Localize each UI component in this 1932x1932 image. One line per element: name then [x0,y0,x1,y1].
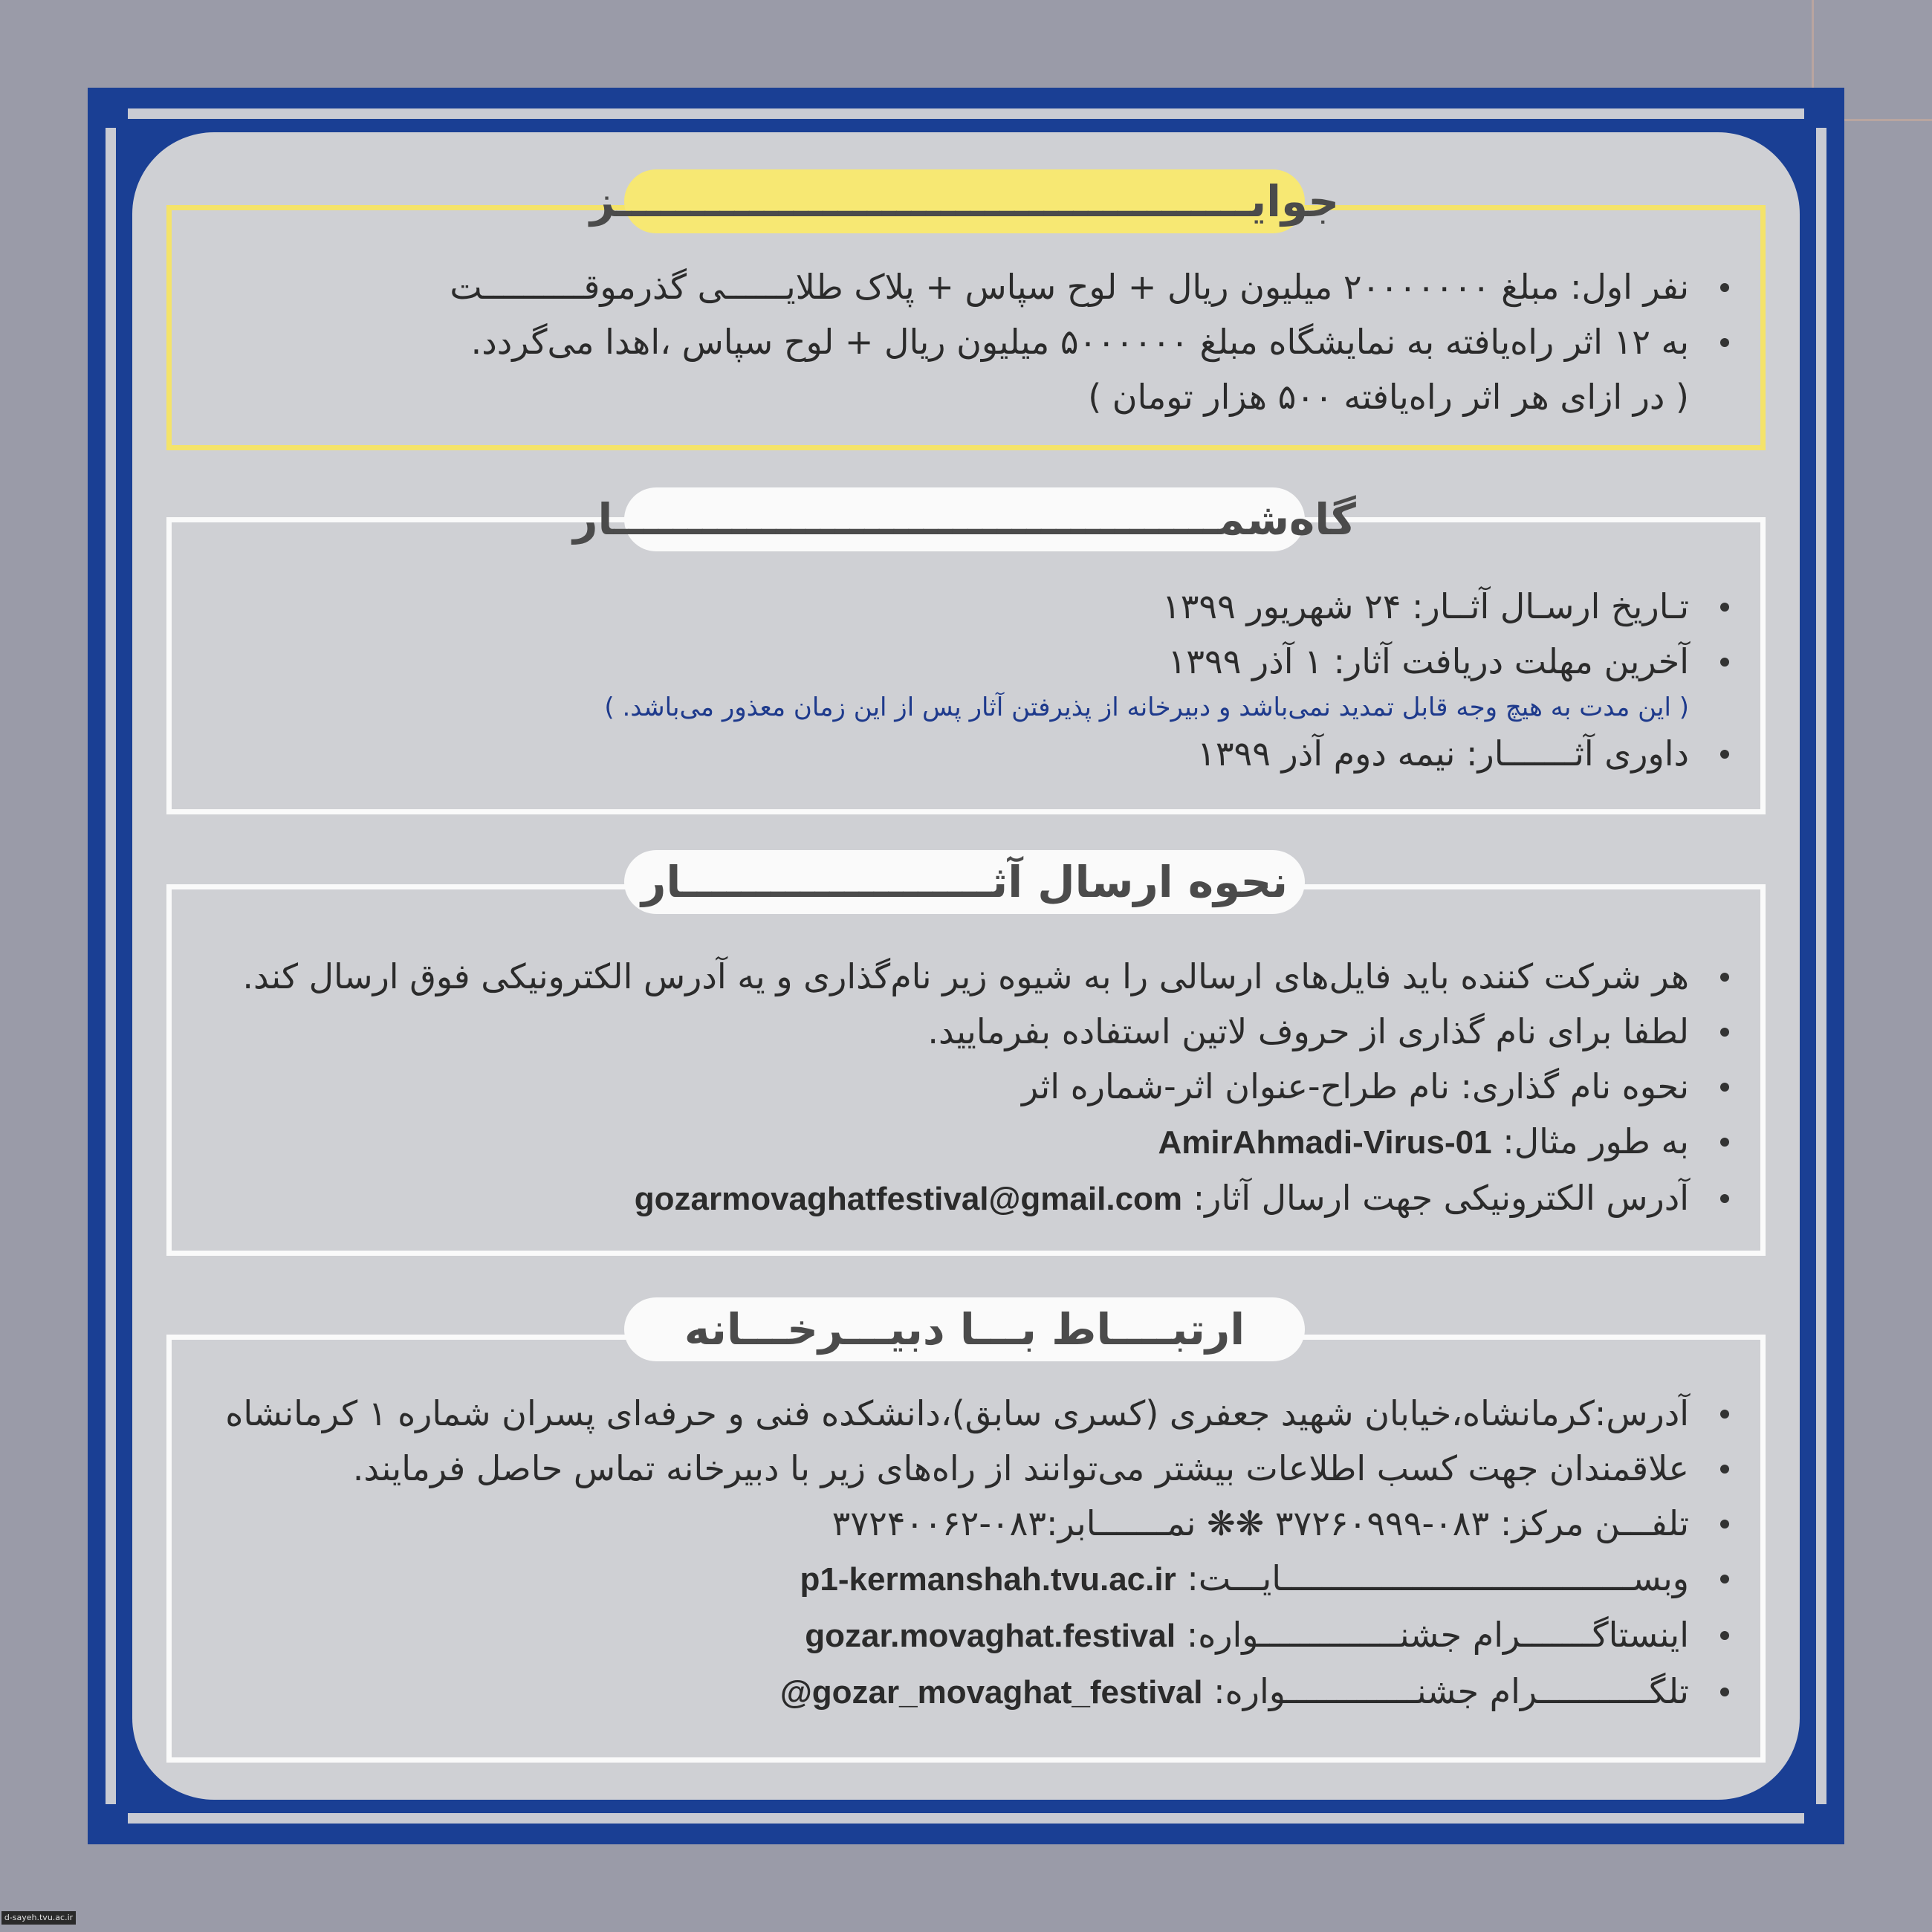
prize-item-2: به ۱۲ اثر راه‌یافته به نمایشگاه مبلغ ۵۰۰۰۰۰۰ میلیون ریال + لوح سپاس ،اهدا می‌گردد. [450,314,1689,369]
countdown-note: ( این مدت به هیچ وجه قابل تمدید نمی‌باشد و دبیرخانه از پذیرفتن آثار پس از این زمان معذور می‌باشد. ) [604,693,1689,722]
submission-title: نحوه ارسال آثـــــــــــــــــــــار [624,850,1305,914]
countdown-item-judging: داوری آثـــــــار: نیمه دوم آذر ۱۳۹۹ [604,726,1689,781]
contact-list [225,1386,1689,1720]
countdown-title: گاه‌شمـــــــــــــــــــــــــــــــــــــــــار [624,487,1305,551]
countdown-item-deadline: آخرین مهلت دریافت آثار: ۱ آذر ۱۳۹۹ [604,634,1689,689]
prizes-title: جوایـــــــــــــــــــــــــــــــــــــــــــز [624,169,1305,233]
prizes-section [166,205,1766,450]
submission-item-2: لطفا برای نام گذاری از حروف لاتین استفاده بفرمایید. [242,1004,1689,1059]
contact-item-website [225,1551,1689,1607]
frame-line-top [128,108,1804,119]
contact-item-address: آدرس:کرمانشاه،خیابان شهید جعفری (کسری سابق)،دانشکده فنی و حرفه‌ای پسران شماره ۱ کرمانشاه [225,1386,1689,1441]
countdown-section [166,517,1766,814]
telegram-handle[interactable]: @gozar_movaghat_festival [779,1674,1203,1711]
frame-line-bottom [128,1813,1804,1824]
telegram-label: تلگـــــــــــرام جشنـــــــــــــواره: [1213,1671,1689,1711]
countdown-item-send-date: تـاریخ ارسـال آثــار: ۲۴ شهریور ۱۳۹۹ [604,579,1689,634]
email-label: آدرس الکترونیکی جهت ارسال آثار: [1193,1178,1689,1218]
contact-item-instagram [225,1607,1689,1664]
contact-title: ارتبــــاط بـــا دبیـــرخـــانه [624,1297,1305,1361]
submission-item-3: نحوه نام گذاری: نام طراح-عنوان اثر-شماره اثر [242,1059,1689,1114]
example-filename: AmirAhmadi-Virus-01 [1158,1124,1492,1161]
prizes-list [450,259,1689,424]
example-label: به طور مثال: [1503,1121,1689,1161]
contact-item-phone: تلفـــن مرکز: ۰۸۳-۳۷۲۶۰۹۹۹ ❋❋ نمـــــــابر:۰۸۳-۳۷۲۴۰۰۶۲ [225,1496,1689,1551]
website-label: وبســـــــــــــــــــــــــــــــــــایـــت: [1187,1558,1689,1598]
website-link[interactable]: p1-kermanshah.tvu.ac.ir [800,1561,1176,1598]
prize-item-1: نفر اول: مبلغ ۲۰۰۰۰۰۰۰ میلیون ریال + لوح سپاس + پلاک طلایــــــی گذرموقــــــــــت [450,259,1689,314]
submission-section [166,884,1766,1256]
contact-section [166,1335,1766,1763]
instagram-label: اینستاگـــــــرام جشنــــــــــــــواره: [1186,1615,1689,1655]
submission-item-1: هر شرکت کننده باید فایل‌های ارسالی را به شیوه زیر نام‌گذاری و یه آدرس الکترونیکی فوق ارسال کند. [242,949,1689,1004]
submission-item-email [242,1170,1689,1227]
email-address[interactable]: gozarmovaghatfestival@gmail.com [634,1181,1183,1217]
corner-decoration-horizontal [1844,119,1932,121]
frame-line-right [1816,128,1826,1804]
watermark: d-sayeh.tvu.ac.ir [1,1911,76,1925]
frame-line-left [106,128,116,1804]
submission-list [242,949,1689,1227]
instagram-handle[interactable]: gozar.movaghat.festival [805,1618,1176,1654]
contact-item-info: علاقمندان جهت کسب اطلاعات بیشتر می‌توانند از راه‌های زیر با دبیرخانه تماس حاصل فرمایند. [225,1441,1689,1496]
prize-item-3: ( در ازای هر اثر راه‌یافته ۵۰۰ هزار تومان ) [1088,377,1689,417]
corner-decoration-vertical [1812,0,1814,89]
contact-item-telegram [225,1664,1689,1720]
submission-item-example [242,1114,1689,1170]
countdown-list [604,579,1689,781]
